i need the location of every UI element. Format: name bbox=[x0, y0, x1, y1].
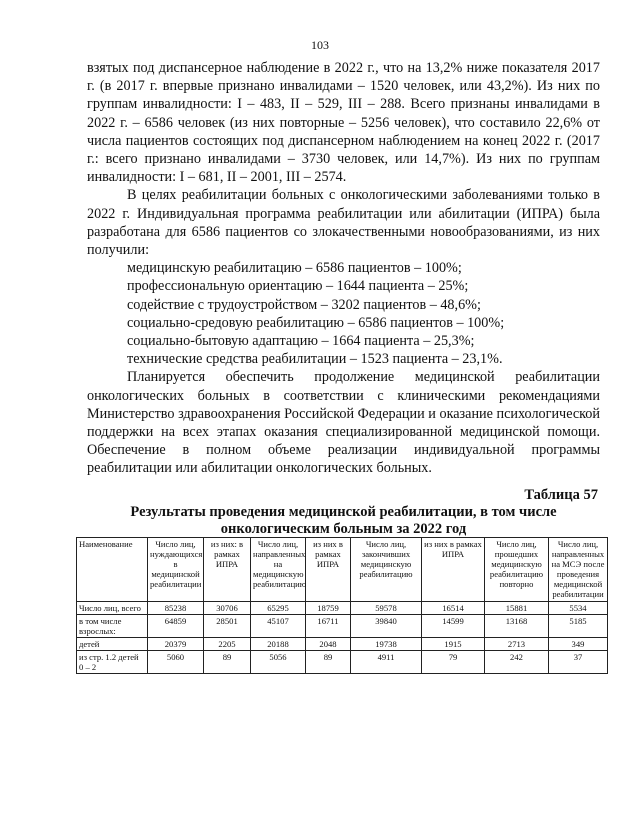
table-cell: 5534 bbox=[549, 601, 608, 614]
column-header: из них: в рамках ИПРА bbox=[204, 538, 251, 602]
table-cell: 37 bbox=[549, 650, 608, 673]
table-cell: 1915 bbox=[422, 637, 485, 650]
table-cell: 349 bbox=[549, 637, 608, 650]
table-title: Результаты проведения медицинской реабилитации, в том числе онкологическим больным за 2022 год bbox=[130, 504, 557, 537]
column-header: Число лиц, нуждающихся в медицинской реабилитации bbox=[148, 538, 204, 602]
table-cell: 2205 bbox=[204, 637, 251, 650]
table-header-row bbox=[77, 538, 608, 602]
column-header: Наименование bbox=[77, 538, 148, 602]
table-cell: 64859 bbox=[148, 614, 204, 637]
table-cell: 19738 bbox=[351, 637, 422, 650]
table-row bbox=[77, 650, 608, 673]
table-cell: 85238 bbox=[148, 601, 204, 614]
table-cell: 79 bbox=[422, 650, 485, 673]
table-cell: 59578 bbox=[351, 601, 422, 614]
column-header: Число лиц, закончивших медицинскую реабилитацию bbox=[351, 538, 422, 602]
table-cell: 2048 bbox=[306, 637, 351, 650]
table-cell: 16514 bbox=[422, 601, 485, 614]
table-row bbox=[77, 601, 608, 614]
table-cell: 5185 bbox=[549, 614, 608, 637]
column-header: из них в рамках ИПРА bbox=[306, 538, 351, 602]
list-item: содействие с трудоустройством – 3202 пациентов – 48,6%; bbox=[127, 296, 481, 313]
table-cell: 242 bbox=[485, 650, 549, 673]
paragraph-1: взятых под диспансерное наблюдение в 2022 г., что на 13,2% ниже показателя 2017 г. (в 2017 г. впервые признано инвалидами – 1520 человек, или 43,2%). Из них по группам инвалидности: I – 483, II – 529, III – 288. Всего признаны инвалидами в 2022 г. – 6586 человек (из них повторные – 5256 человек), что составило 22,6% от числа пациентов состоящих под диспансерном наблюдением на конец 2022 г. (2017 г.: всего признано инвалидами – 3730 человек, или 14,7%). Из них по группам инвалидности: I – 681, II – 2001, III – 2574. bbox=[87, 60, 600, 186]
paragraph-3: Планируется обеспечить продолжение медицинской реабилитации онкологических больных в соответствии с клиническими рекомендациями Министерство здравоохранения Российской Федерации и оказание психологической поддержки на всех этапах оказания специализированной медицинской помощи. Обеспечение в полном объеме реализации индивидуальной программы реабилитации или абилитации онкологических больных. bbox=[87, 369, 600, 477]
table-cell: 45107 bbox=[251, 614, 306, 637]
table-cell: 5056 bbox=[251, 650, 306, 673]
rehabilitation-list bbox=[87, 259, 600, 368]
table-cell: 39840 bbox=[351, 614, 422, 637]
table-cell: 4911 bbox=[351, 650, 422, 673]
column-header: Число лиц, направленных на медицинскую реабилитацию bbox=[251, 538, 306, 602]
table-number: Таблица 57 bbox=[524, 487, 598, 503]
table-cell: 5060 bbox=[148, 650, 204, 673]
rehabilitation-table bbox=[76, 537, 608, 674]
table-cell: 30706 bbox=[204, 601, 251, 614]
row-label: из стр. 1.2 детей 0 – 2 bbox=[77, 650, 148, 673]
column-header: Число лиц, направленных на МСЭ после проведения медицинской реабилитации bbox=[549, 538, 608, 602]
list-item: технические средства реабилитации – 1523 пациента – 23,1%. bbox=[127, 351, 503, 368]
page-number: 103 bbox=[311, 38, 329, 52]
table-cell: 65295 bbox=[251, 601, 306, 614]
table-row bbox=[77, 637, 608, 650]
list-item: медицинскую реабилитацию – 6586 пациентов – 100%; bbox=[127, 260, 462, 277]
row-label: детей bbox=[77, 637, 148, 650]
table-cell: 16711 bbox=[306, 614, 351, 637]
table-cell: 89 bbox=[306, 650, 351, 673]
row-label: в том числе взрослых: bbox=[77, 614, 148, 637]
table-cell: 28501 bbox=[204, 614, 251, 637]
column-header: Число лиц, прошедших медицинскую реабилитацию повторно bbox=[485, 538, 549, 602]
table-cell: 20379 bbox=[148, 637, 204, 650]
table-cell: 20188 bbox=[251, 637, 306, 650]
paragraph-2: В целях реабилитации больных с онкологическими заболеваниями только в 2022 г. Индивидуальная программа реабилитации или абилитации (ИПРА) была разработана для 6586 пациентов со злокачественными новообразованиями, из них получили: bbox=[87, 187, 600, 259]
list-item: социально-бытовую адаптацию – 1664 пациента – 25,3%; bbox=[127, 333, 475, 350]
table-row bbox=[77, 614, 608, 637]
table-cell: 14599 bbox=[422, 614, 485, 637]
row-label: Число лиц, всего bbox=[77, 601, 148, 614]
table-cell: 13168 bbox=[485, 614, 549, 637]
list-item: профессиональную ориентацию – 1644 пациента – 25%; bbox=[127, 278, 469, 295]
column-header: из них в рамках ИПРА bbox=[422, 538, 485, 602]
body-text bbox=[87, 59, 600, 478]
list-item: социально-средовую реабилитацию – 6586 пациентов – 100%; bbox=[127, 314, 505, 331]
table-cell: 2713 bbox=[485, 637, 549, 650]
table-cell: 15881 bbox=[485, 601, 549, 614]
table-cell: 18759 bbox=[306, 601, 351, 614]
table-cell: 89 bbox=[204, 650, 251, 673]
